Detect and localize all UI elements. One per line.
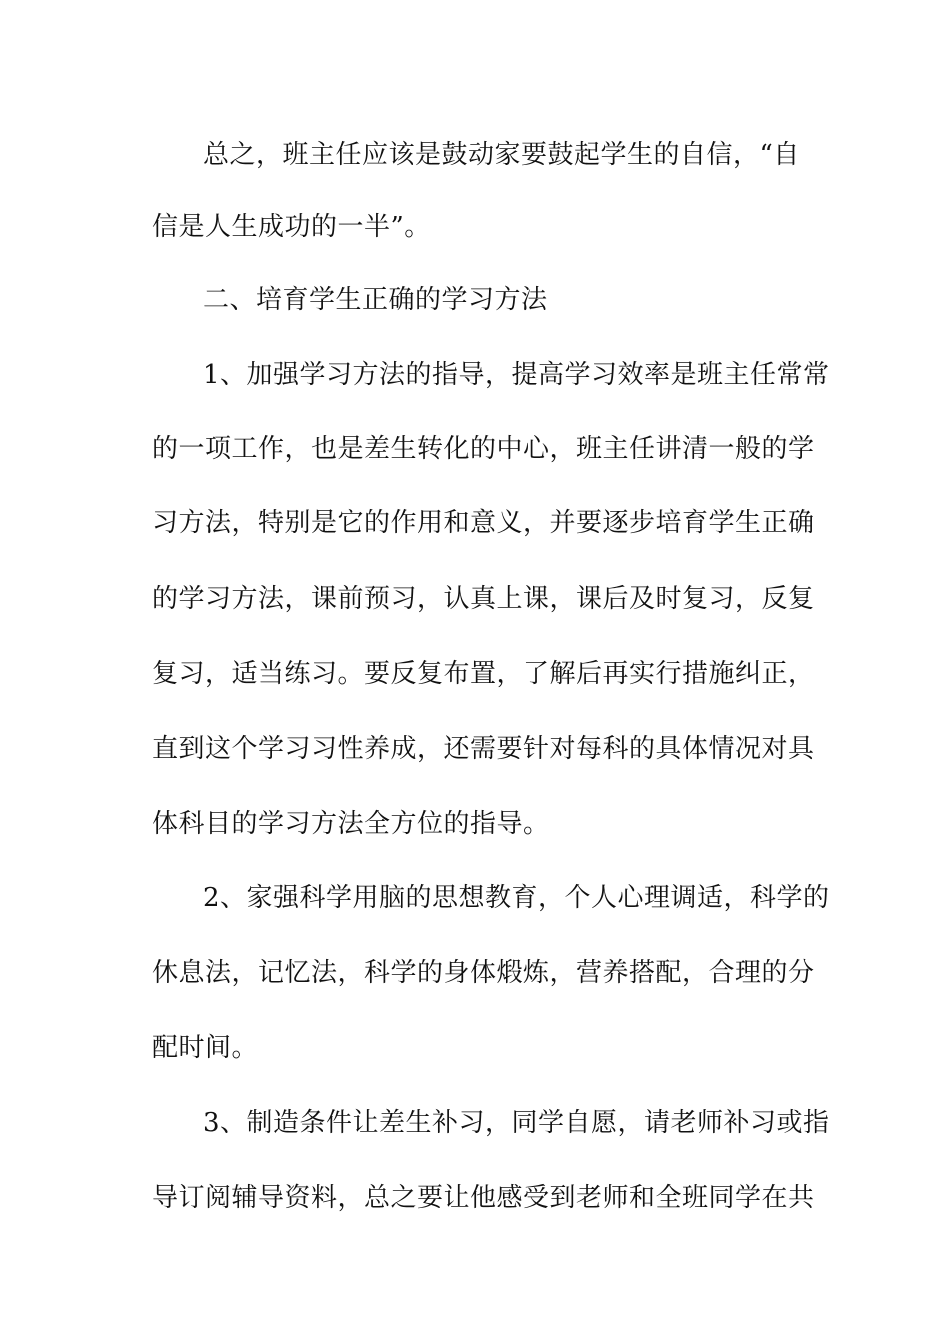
- paragraph-line: 的一项工作，也是差生转化的中心，班主任讲清一般的学: [152, 434, 815, 464]
- paragraph-line: 总之，班主任应该是鼓动家要鼓起学生的自信，“自: [203, 140, 800, 170]
- paragraph-line: 信是人生成功的一半”。: [152, 212, 431, 242]
- paragraph-line: 习方法，特别是它的作用和意义，并要逐步培育学生正确: [152, 508, 815, 538]
- paragraph-line: 导订阅辅导资料，总之要让他感受到老师和全班同学在共: [152, 1183, 815, 1213]
- paragraph-line: 2、家强科学用脑的思想教育，个人心理调适，科学的: [203, 883, 830, 913]
- paragraph-line: 体科目的学习方法全方位的指导。: [152, 809, 550, 839]
- paragraph-line: 直到这个学习习性养成，还需要针对每科的具体情况对具: [152, 734, 815, 764]
- paragraph-line: 的学习方法，课前预习，认真上课，课后及时复习，反复: [152, 584, 815, 614]
- paragraph-line: 配时间。: [152, 1033, 259, 1063]
- paragraph-line: 休息法，记忆法，科学的身体煅炼，营养搭配，合理的分: [152, 958, 815, 988]
- paragraph-line: 3、制造条件让差生补习，同学自愿，请老师补习或指: [203, 1108, 830, 1138]
- section-heading: 二、培育学生正确的学习方法: [203, 285, 548, 315]
- paragraph-line: 复习，适当练习。要反复布置，了解后再实行措施纠正，: [152, 659, 815, 689]
- paragraph-line: 1、加强学习方法的指导，提高学习效率是班主任常常: [203, 360, 830, 390]
